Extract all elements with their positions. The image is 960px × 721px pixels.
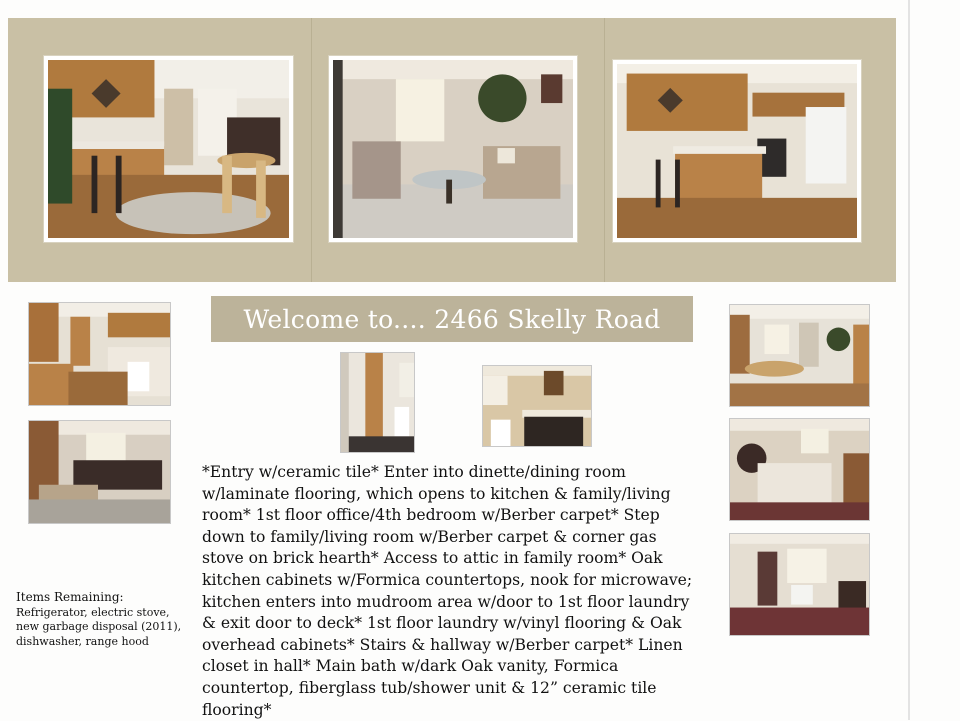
- items-remaining: [16, 590, 194, 649]
- items-remaining-text: Refrigerator, electric stove, new garbage disposal (2011), dishwasher, range hood: [16, 605, 182, 648]
- photo-kitchen-dining: [44, 56, 293, 242]
- page-title: Welcome to.... 2466 Skelly Road: [211, 296, 693, 342]
- property-description: *Entry w/ceramic tile* Enter into dinette/dining room w/laminate flooring, which opens to kitchen & family/living room* 1st floor office/4th bedroom w/Berber carpet* Step down to family/living room w/Berber carpet & corner gas stove on brick hearth* Access to attic in family room* Oak kitchen cabinets w/Formica countertops, nook for microwave; kitchen enters into mudroom area w/door to 1st floor laundry & exit door to deck* 1st floor laundry w/vinyl flooring & Oak overhead cabinets* Stairs & hallway w/Berber carpet* Linen closet in hall* Main bath w/dark Oak vanity, Formica countertop, fiberglass tub/shower unit & 12” ceramic tile flooring*: [202, 463, 693, 719]
- photo-bathroom-toilet: [340, 352, 415, 453]
- photo-bedroom-nursery: [729, 533, 870, 636]
- photo-living-room: [329, 56, 577, 242]
- photo-bedroom-main: [729, 418, 870, 521]
- page-edge: [908, 0, 910, 720]
- items-remaining-heading: Items Remaining:: [16, 590, 124, 604]
- photo-bathroom-vanity: [482, 365, 592, 447]
- fold-line: [311, 18, 312, 282]
- photo-family-room: [28, 420, 171, 524]
- photo-galley-kitchen: [28, 302, 171, 406]
- photo-dining-area: [729, 304, 870, 407]
- fold-line: [604, 18, 605, 282]
- photo-kitchen: [613, 60, 861, 242]
